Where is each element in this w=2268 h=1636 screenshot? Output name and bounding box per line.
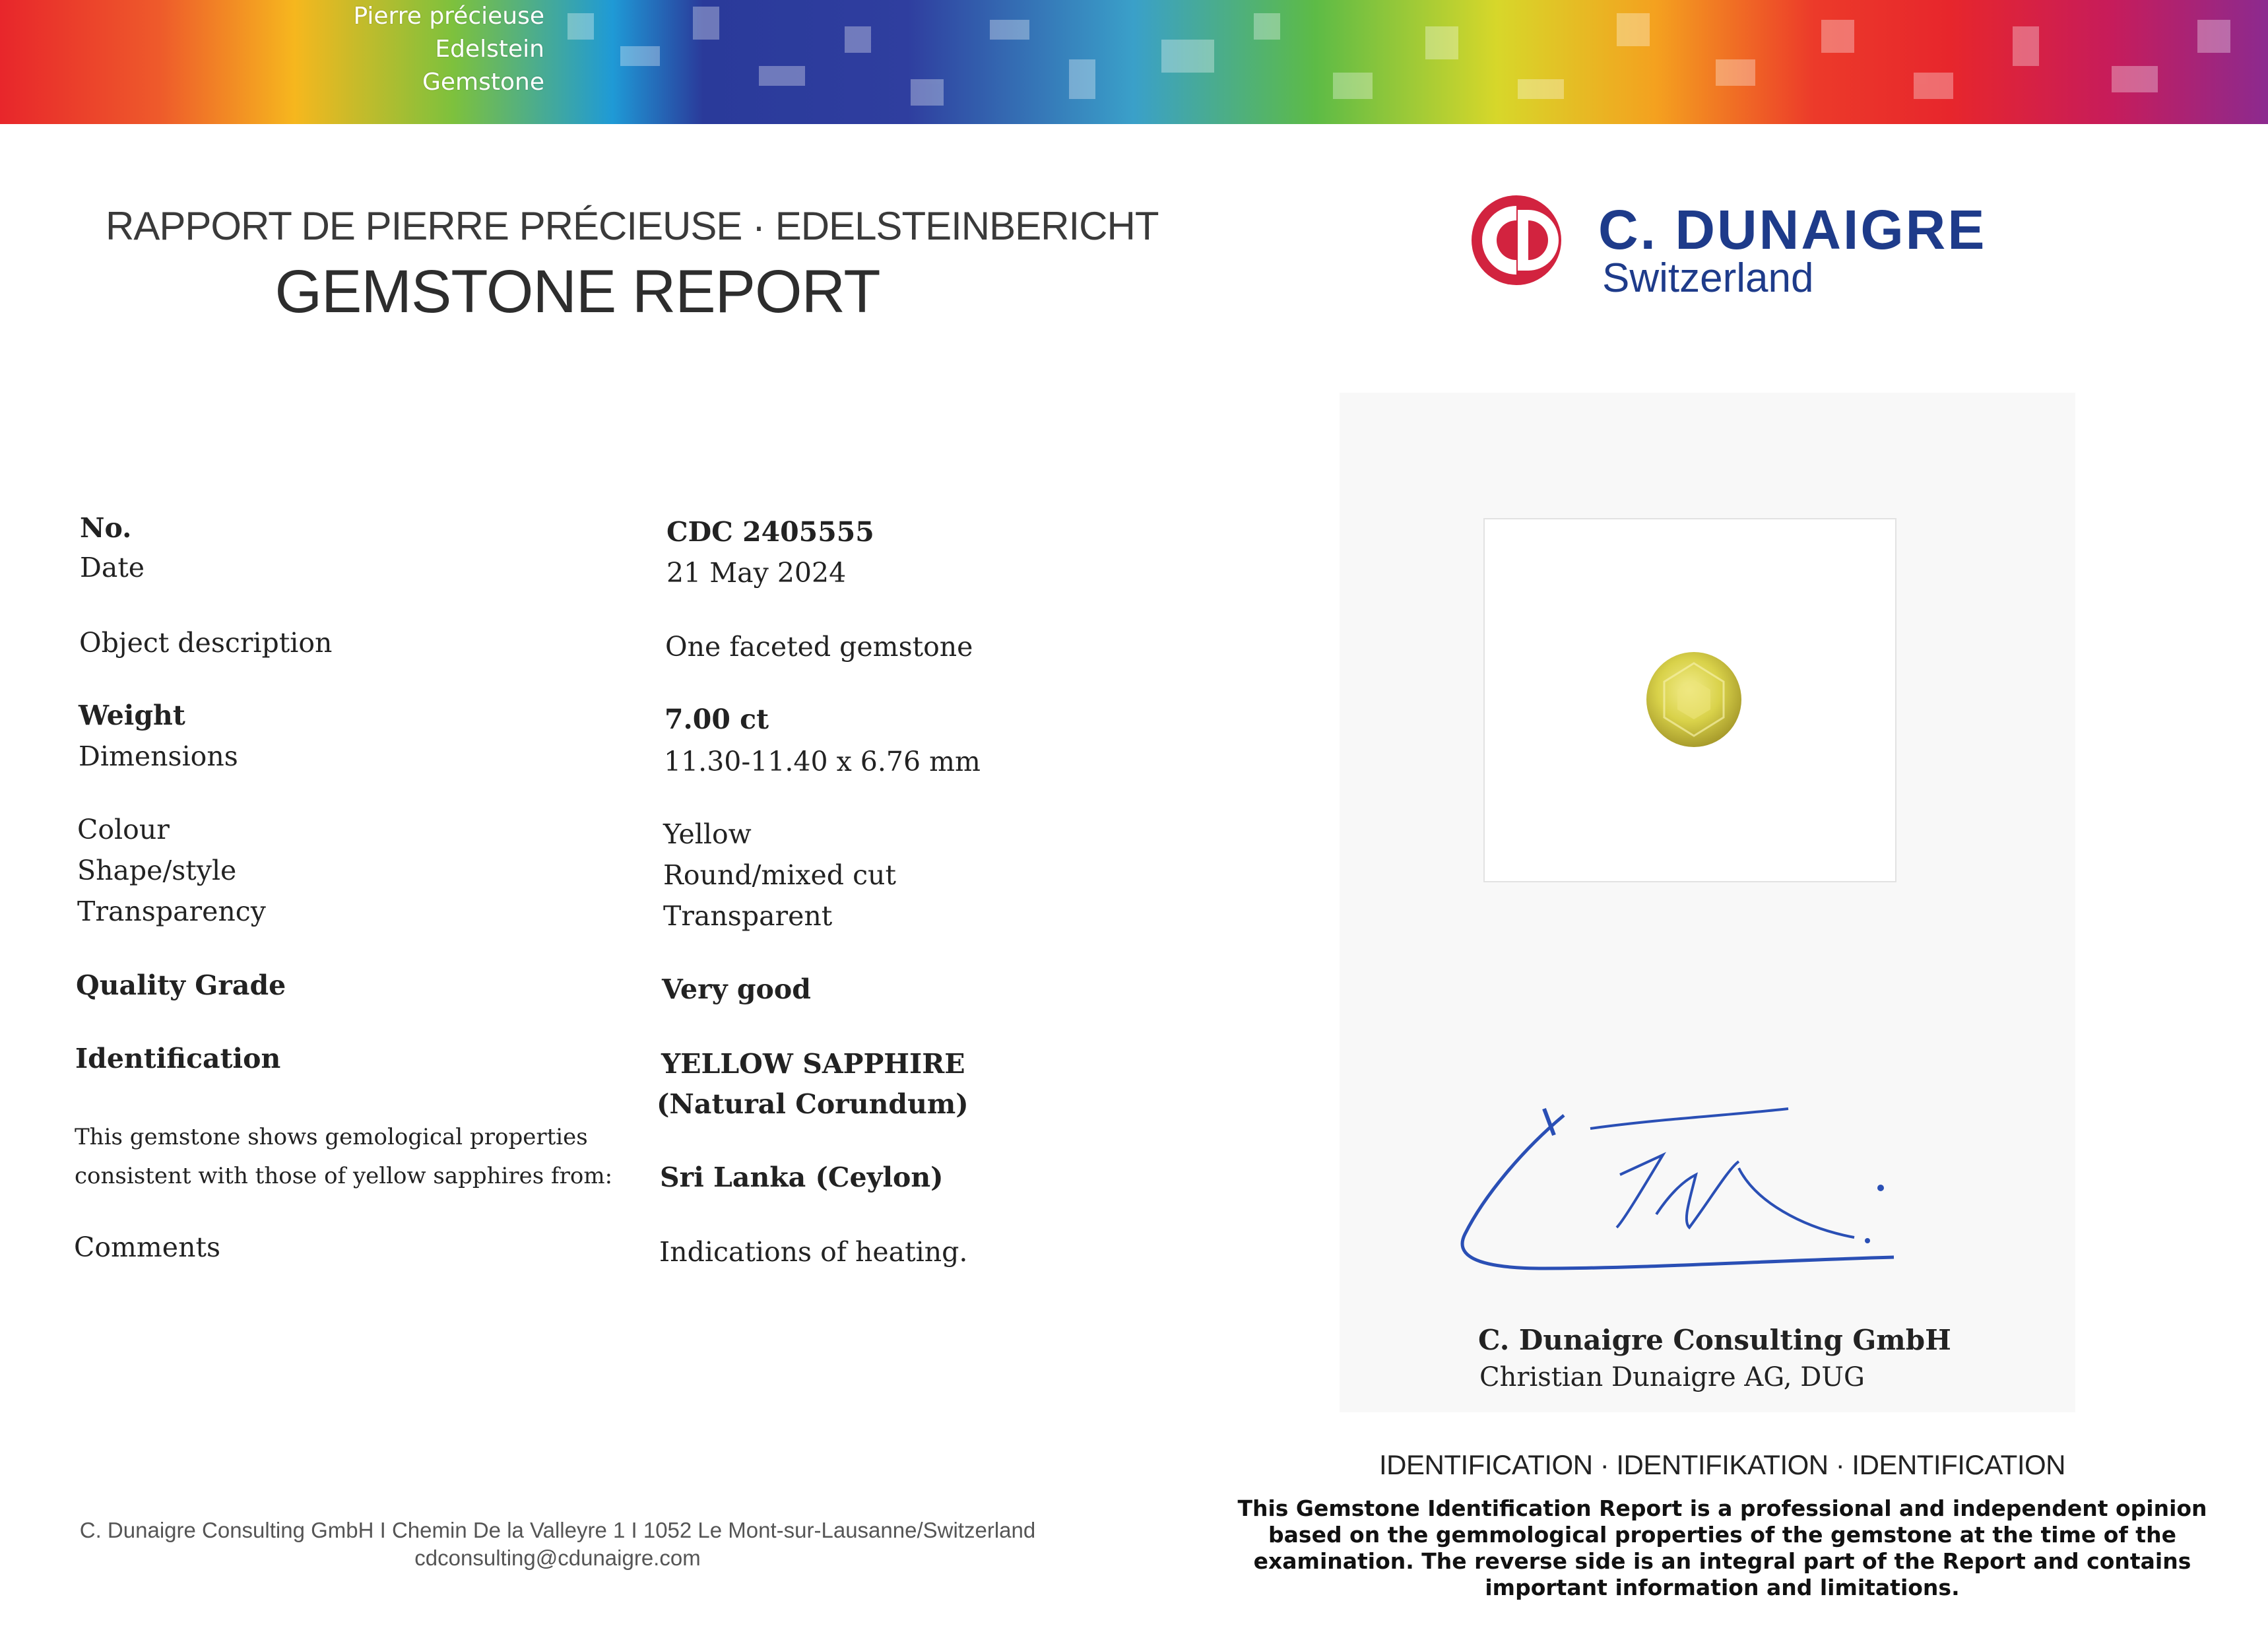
brand-location: Switzerland (1602, 255, 1814, 301)
value-origin: Sri Lanka (Ceylon) (660, 1162, 944, 1193)
value-dimensions: 11.30-11.40 x 6.76 mm (664, 746, 981, 777)
signature-image (1445, 1096, 1907, 1287)
label-weight: Weight (79, 700, 185, 731)
disclaimer-line-2: based on the gemmological properties of the gemstone at the time of the (1268, 1522, 2176, 1548)
cd-logo-icon (1470, 194, 1563, 286)
report-title-multilingual: RAPPORT DE PIERRE PRÉCIEUSE · EDELSTEINBERICHT (106, 204, 1159, 248)
disclaimer-line-1: This Gemstone Identification Report is a professional and independent opinion (1237, 1495, 2207, 1521)
value-no: CDC 2405555 (666, 516, 874, 548)
value-date: 21 May 2024 (666, 557, 847, 589)
banner-text (201, 0, 544, 99)
label-shape-style: Shape/style (77, 855, 237, 886)
value-identification-line-2: (Natural Corundum) (657, 1088, 969, 1120)
value-transparency: Transparent (663, 900, 833, 932)
label-identification: Identification (75, 1043, 281, 1074)
value-weight: 7.00 ct (664, 703, 769, 735)
brand-name: C. DUNAIGRE (1598, 199, 1987, 261)
label-quality-grade: Quality Grade (76, 969, 286, 1001)
label-date: Date (80, 552, 145, 583)
footer (0, 1517, 1115, 1572)
label-comments: Comments (74, 1231, 220, 1263)
value-quality-grade: Very good (662, 973, 811, 1005)
gemstone-image (1644, 650, 1743, 749)
rainbow-banner (0, 0, 2268, 124)
footer-address: C. Dunaigre Consulting GmbH I Chemin De la Valleyre 1 I 1052 Le Mont-sur-Lausanne/Switzerland (79, 1518, 1036, 1542)
company-name: C. Dunaigre Consulting GmbH (1478, 1324, 1951, 1356)
banner-line-3: Gemstone (422, 69, 544, 96)
label-object-description: Object description (79, 627, 333, 659)
value-object-description: One faceted gemstone (665, 631, 973, 663)
label-colour: Colour (77, 814, 170, 845)
footer-email: cdconsulting@cdunaigre.com (414, 1546, 701, 1570)
identification-heading: IDENTIFICATION · IDENTIFIKATION · IDENTIFICATION (1379, 1449, 2065, 1480)
label-no: No. (80, 512, 132, 544)
label-dimensions: Dimensions (79, 740, 238, 772)
label-transparency: Transparency (77, 896, 266, 927)
banner-line-2: Edelstein (435, 36, 544, 63)
label-origin-line-2: consistent with those of yellow sapphires from: (75, 1163, 613, 1189)
value-shape-style: Round/mixed cut (663, 859, 896, 891)
banner-line-1: Pierre précieuse (353, 3, 544, 30)
company-subtitle: Christian Dunaigre AG, DUG (1479, 1362, 1865, 1392)
disclaimer-line-3: examination. The reverse side is an integral part of the Report and contains (1253, 1548, 2191, 1574)
report-title: GEMSTONE REPORT (275, 258, 880, 325)
value-identification-line-1: YELLOW SAPPHIRE (661, 1048, 965, 1080)
disclaimer-line-4: important information and limitations. (1485, 1575, 1960, 1600)
value-colour: Yellow (663, 818, 752, 850)
value-comments: Indications of heating. (659, 1236, 968, 1268)
disclaimer-text (1214, 1495, 2230, 1601)
label-origin-line-1: This gemstone shows gemological properties (75, 1124, 588, 1150)
